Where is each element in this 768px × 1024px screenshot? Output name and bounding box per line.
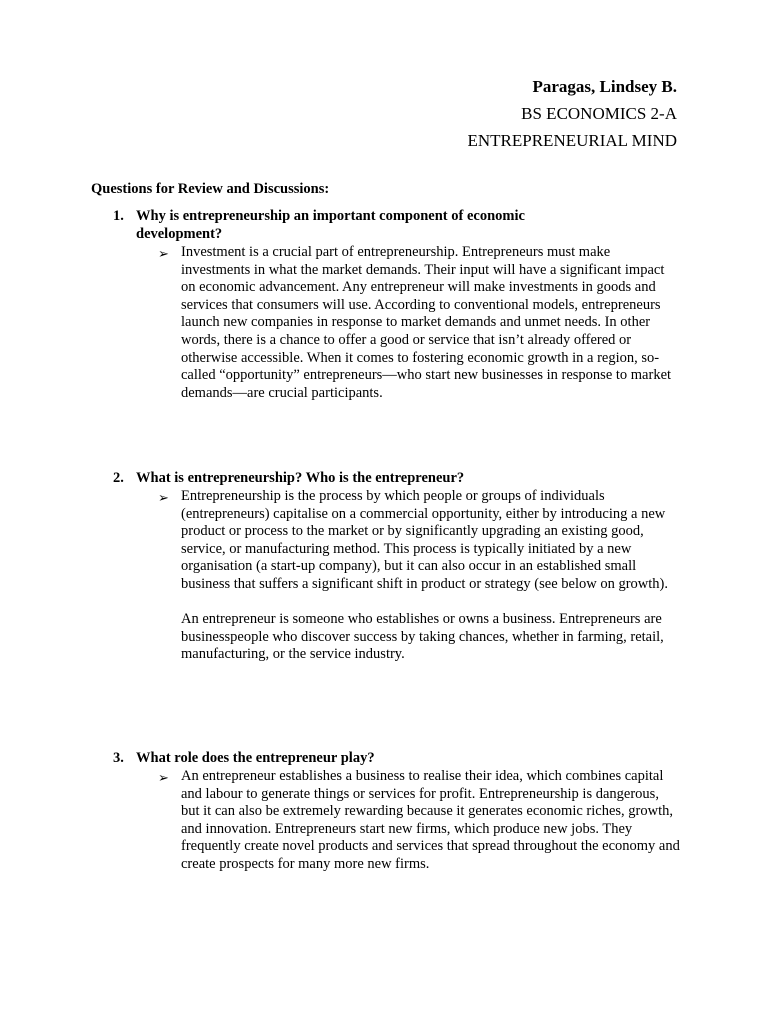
answer-paragraph: Investment is a crucial part of entrepreneurship. Entrepreneurs must make investments in what the market demands. Their input will have a significant impact on economic advancement. Any entrepreneur will make investments in goods and services that consumers will use. According to conventional models, entrepreneurs launch new companies in response to market demands and unmet needs. In other words, there is a chance to offer a good or service that isn’t already offered or otherwise accessible. When it comes to fostering economic growth in a region, so-called “opportunity” entrepreneurs—who start new businesses in response to market demands—are crucial participants. <box>181 244 672 401</box>
answer-block <box>113 768 693 874</box>
question-heading <box>113 207 693 243</box>
section-title: Questions for Review and Discussions: <box>91 181 330 197</box>
question-number: 3. <box>113 750 124 766</box>
question-heading <box>113 749 693 767</box>
arrow-bullet-icon: ➢ <box>158 490 169 505</box>
answer-paragraph: An entrepreneur establishes a business to realise their idea, which combines capital and labour to generate things or services for profit. Entrepreneurship is dangerous, but it can also be extremely rewarding because it generates economic riches, growth, and innovation. Entrepreneurs start new firms, which produce new jobs. They frequently create novel products and services that spread throughout the economy and create prospects for many more new firms. <box>181 768 680 872</box>
question-text-line-1: What is entrepreneurship? Who is the entrepreneur? <box>136 470 465 486</box>
question-text-line-2: development? <box>136 226 223 242</box>
arrow-bullet-icon: ➢ <box>158 246 169 261</box>
question-text-line-1: Why is entrepreneurship an important component of economic <box>136 208 525 224</box>
subject-title: ENTREPRENEURIAL MIND <box>467 131 677 150</box>
answer-paragraph: An entrepreneur is someone who establishes or owns a business. Entrepreneurs are businesspeople who discover success by taking chances, whether in farming, retail, manufacturing, or the service industry. <box>181 611 664 663</box>
document-header <box>468 73 678 154</box>
answer-block <box>113 488 693 664</box>
question-text-line-1: What role does the entrepreneur play? <box>136 750 375 766</box>
question-1 <box>113 207 693 402</box>
answer-block <box>113 244 693 402</box>
question-2 <box>113 469 693 664</box>
course-label: BS ECONOMICS 2-A <box>521 104 677 123</box>
question-number: 1. <box>113 208 124 224</box>
question-3 <box>113 749 693 874</box>
question-number: 2. <box>113 470 124 486</box>
question-heading <box>113 469 693 487</box>
arrow-bullet-icon: ➢ <box>158 770 169 785</box>
author-name: Paragas, Lindsey B. <box>532 77 677 96</box>
answer-paragraph: Entrepreneurship is the process by which people or groups of individuals (entrepreneurs) capitalise on a commercial opportunity, either by introducing a new product or process to the market or by significantly upgrading an existing good, service, or manufacturing method. This process is typically initiated by a new organisation (a start-up company), but it can also occur in an established small business that suffers a significant shift in product or strategy (see below on growth). <box>181 488 668 592</box>
